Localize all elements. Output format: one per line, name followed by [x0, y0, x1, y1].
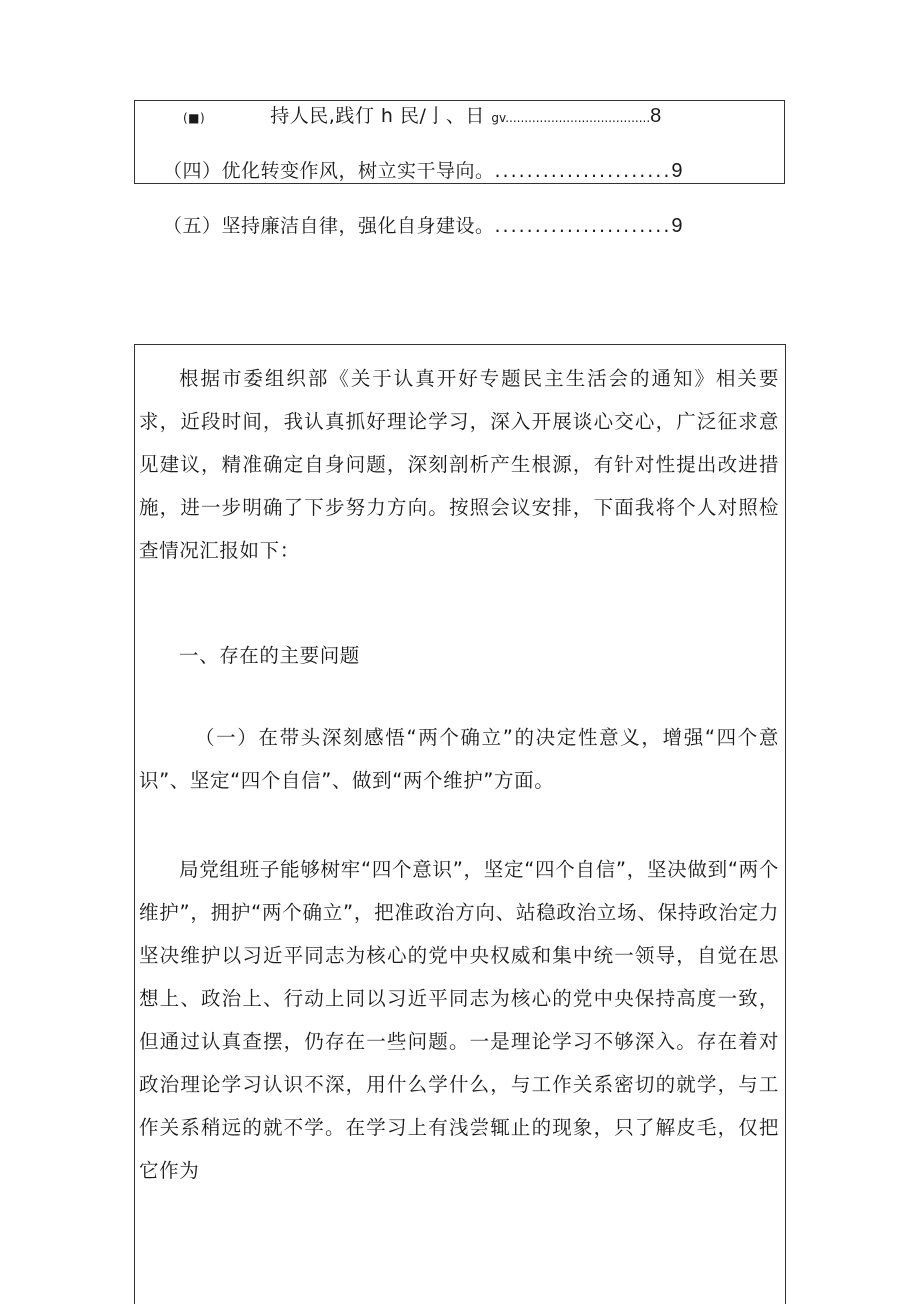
toc-item-3-marker: (■) — [183, 111, 206, 125]
section-heading: 一、存在的主要问题 — [179, 644, 360, 667]
toc-item-3-text: 持人民,践仃 h 民/亅、日 — [270, 105, 485, 127]
toc-item-4-page: 9 — [671, 160, 684, 182]
toc-item-3-small: gv — [491, 111, 506, 125]
toc-item-4-text: （四）优化转变作风，树立实干导向。 — [163, 160, 495, 182]
toc-item-5-dots: ...................... — [494, 215, 672, 237]
toc-item-5-text: （五）坚持廉洁自律，强化自身建设。 — [163, 215, 495, 237]
toc-item-4[interactable] — [163, 159, 683, 183]
intro-paragraph: 根据市委组织部《关于认真开好专题民主生活会的通知》相关要求，近段时间，我认真抓好理论学习，深入开展谈心交心，广泛征求意见建议，精准确定自身问题，深刻剖析产生根源，有针对性提出改进措施，进一步明确了下步努力方向。按照会议安排，下面我将个人对照检查情况汇报如下： — [139, 367, 779, 562]
toc-item-5-page: 9 — [671, 215, 684, 237]
toc-item-3[interactable] — [183, 104, 662, 130]
toc-item-3-dots: ...................................... — [505, 111, 651, 125]
toc-item-5[interactable] — [163, 214, 683, 238]
toc-item-4-dots: ...................... — [494, 160, 672, 182]
toc-item-3-page: 8 — [650, 105, 662, 127]
body-paragraph: 局党组班子能够树牢“四个意识”，坚定“四个自信”，坚决做到“两个维护”，拥护“两个确立”，把准政治方向、站稳政治立场、保持政治定力坚决维护以习近平同志为核心的党中央权威和集中统一领导，自觉在思想上、政治上、行动上同以习近平同志为核心的党中央保持高度一致，但通过认真查摆，仍存在一些问题。一是理论学习不够深入。存在着对政治理论学习认识不深，用什么学什么，与工作关系密切的就学，与工作关系稍远的就不学。在学习上有浅尝辄止的现象，只了解皮毛，仅把它作为 — [139, 858, 779, 1182]
sub-heading: （一）在带头深刻感悟“两个确立”的决定性意义，增强“四个意识”、坚定“四个自信”、做到“两个维护”方面。 — [139, 726, 779, 792]
